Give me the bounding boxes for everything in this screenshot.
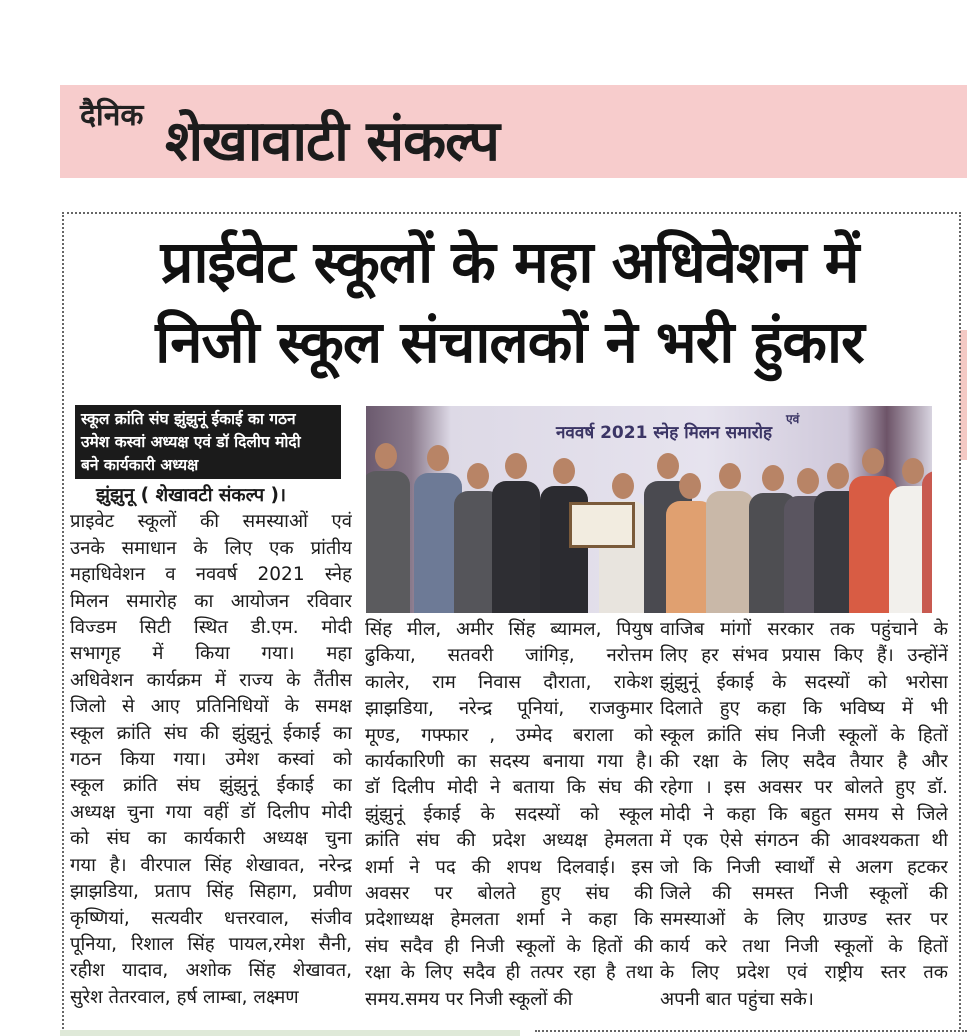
text-line: रहेगा । इस अवसर पर बोलते हुए डॉ. [660,777,948,799]
dateline: झुंझुनू ( शेखावटी संकल्प )। [96,485,286,506]
banner-small-text: एवं [786,412,800,426]
text-line: मूण्ड, गफ्फार , उम्मेद बराला को [365,724,653,746]
text-line: झाझडिया, नरेन्द्र पूनियां, राजकुमार [365,698,653,720]
text-line: मिलन समारोह का आयोजन रविवार [70,590,352,612]
person-head [719,463,741,489]
text-line: उनके समाधान के लिए एक प्रांतीय [70,537,352,559]
text-line: कार्य करे तथा निजी स्कूलों के हितों [660,935,948,957]
article-column-2 [365,617,653,1013]
text-line: वाजिब मांगों सरकार तक पहुंचाने के [660,619,948,640]
certificate-frame [569,502,635,548]
person-head [827,463,849,489]
photo-stage-banner [556,412,800,443]
text-line: जो कि निजी स्वार्थों से अलग हटकर [660,856,948,878]
text-line: कृष्णियां, सत्यवीर धत्तरवाल, संजीव [70,907,352,929]
text-line: समय.समय पर निजी स्कूलों की [365,988,573,1010]
person-head [612,473,634,499]
text-line: जिलो से आए प्रतिनिधियों के समक्ष [70,696,352,718]
person-head [505,453,527,479]
text-line: समस्याओं के लिए ग्राउण्ड स्तर पर [660,909,948,931]
headline-line: प्राईवेट स्कूलों के महा अधिवेशन में [160,228,859,296]
text-line: प्राइवेट स्कूलों की समस्याओं एवं [70,511,352,533]
text-line: अधिवेशन कार्यक्रम में राज्य के तैंतीस [70,669,352,691]
person-figure [922,443,932,613]
person-body [706,491,754,613]
text-line: को संघ का कार्यकारी अध्यक्ष चुना [70,828,352,850]
banner-text: नववर्ष 2021 स्नेह मिलन समारोह [556,423,773,443]
text-line: संघ सदैव ही निजी स्कूलों के हितों की [365,935,653,957]
text-line: जिले की समस्त निजी स्कूलों की [660,883,948,905]
person-head [902,458,924,484]
text-line: गठन किया गया। उमेश कस्वां को [70,749,352,771]
subhead-line: बने कार्यकारी अध्यक्ष [81,456,199,474]
text-line: शर्मा ने पद की शपथ दिलवाई। इस [365,856,653,878]
text-line: के लिए प्रदेश एवं राष्ट्रीय स्तर तक [660,962,948,984]
person-head [862,448,884,474]
text-line: झुंझुनूं ईकाई के सदस्यों को भरोसा [660,671,948,693]
article-column-1 [70,483,352,1011]
text-line: अवसर पर बोलते हुए संघ की [365,883,653,905]
text-line: प्रदेशाध्यक्ष हेमलता शर्मा ने कहा कि [365,909,653,931]
text-line: पूनिया, रिशाल सिंह पायल,रमेश सैनी, [70,933,352,955]
text-line: अपनी बात पहुंचा सके। [660,988,814,1010]
person-figure [366,443,410,613]
subhead-line: उमेश कस्वां अध्यक्ष एवं डॉ दिलीप मोदी [81,433,301,451]
text-line: दिलाते हुए कहा कि भविष्य में भी [660,698,948,720]
text-line: डॉ दिलीप मोदी ने बताया कि संघ की [365,777,653,799]
next-article-strip [60,1030,520,1036]
person-head [375,443,397,469]
person-figure [706,463,754,613]
text-line: मोदी ने कहा कि बहुत समय से जिले [660,803,948,825]
text-line: कार्यकारिणी का सदस्य बनाया गया है। [365,751,653,773]
article-column-3 [660,617,948,1013]
text-line: की रक्षा के लिए सदैव तैयार है और [660,751,948,773]
masthead-prefix: दैनिक [80,98,144,133]
divider [535,1030,967,1032]
text-line: विज्डम सिटी स्थित डी.एम. मोदी [70,617,352,639]
text-line: रक्षा के लिए सदैव ही तत्पर रहा है तथा [365,962,653,984]
person-body [492,481,540,613]
text-line: स्कूल क्रांति संघ झुंझुनूं ईकाई का [70,775,352,797]
text-line: में एक ऐसे संगठन की आवश्यकता थी [660,830,948,852]
text-line: रहीश यादाव, अशोक सिंह शेखावत, [70,960,352,982]
text-line: लिए हर संभव प्रयास किए हैं। उन्होंनें [660,645,948,667]
subhead-line: स्कूल क्रांति संघ झुंझुनूं ईकाई का गठन [81,410,296,428]
newspaper-masthead [60,85,967,178]
text-line: क्रांति संघ की प्रदेश अध्यक्ष हेमलता [365,830,653,852]
text-line: अध्यक्ष चुना गया वहीं डॉ दिलीप मोदी [70,801,352,823]
text-line: सभागृह में किया गया। महा [70,643,352,665]
person-head [553,458,575,484]
person-head [427,445,449,471]
person-figure [492,453,540,613]
person-head [467,463,489,489]
text-line: स्कूल क्रांति संघ निजी स्कूलों के हितों [660,724,948,746]
article-subheading [75,405,341,479]
person-head [762,465,784,491]
text-line: ढुकिया, सतवरी जांगिड़, नरोत्तम [365,645,653,667]
text-line: गया है। वीरपाल सिंह शेखावत, नरेन्द्र [70,854,352,876]
adjacent-article-edge [960,330,967,460]
person-body [922,471,932,613]
text-line: कालेर, राम निवास दौराता, राकेश [365,671,653,693]
text-line: झुंझुनूं ईकाई के सदस्यों को स्कूल [365,803,653,825]
text-line: स्कूल क्रांति संघ की झुंझुनूं ईकाई का [70,722,352,744]
event-photo [366,406,932,613]
person-body [366,471,410,613]
text-line: झाझडिया, प्रताप सिंह सिहाग, प्रवीण [70,881,352,903]
text-line: महाधिवेशन व नववर्ष 2021 स्नेह [70,564,352,586]
text-line: सिंह मील, अमीर सिंह ब्यामल, पियुष [365,619,653,640]
text-line: सुरेश तेतरवाल, हर्ष लाम्बा, लक्ष्मण [70,986,299,1008]
masthead-name: शेखावाटी संकल्प [165,109,499,174]
headline-line: निजी स्कूल संचालकों ने भरी हुंकार [155,308,864,376]
article-headline [62,222,957,382]
person-head [679,473,701,499]
